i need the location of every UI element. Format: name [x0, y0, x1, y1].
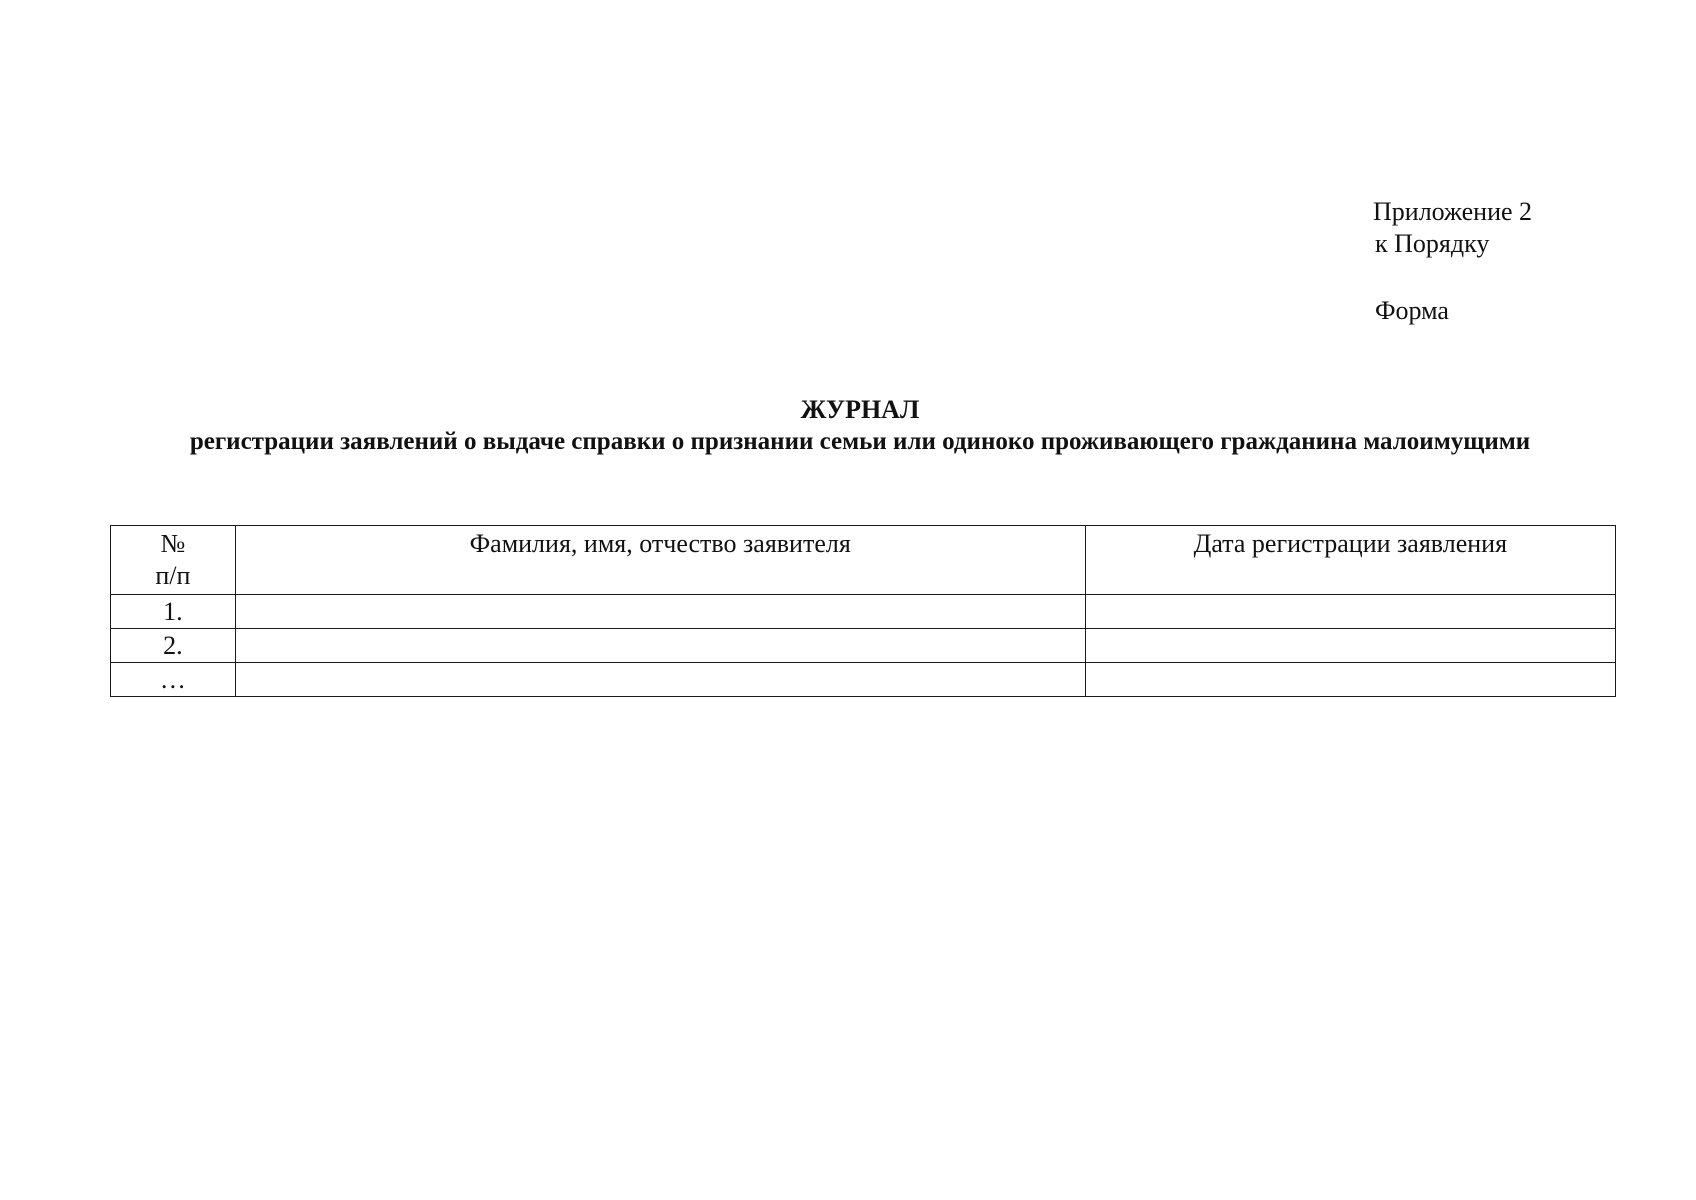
- document-title: [130, 394, 1590, 458]
- row-registration-date: [1085, 629, 1615, 663]
- row-registration-date: [1085, 663, 1615, 697]
- table-row: [111, 663, 1616, 697]
- row-registration-date: [1085, 595, 1615, 629]
- journal-table: [110, 525, 1616, 697]
- journal-subtitle: регистрации заявлений о выдаче справки о признании семьи или одиноко проживающего гражданина малоимущими: [189, 428, 1531, 455]
- row-applicant-name: [235, 629, 1085, 663]
- header-number-abbrev: п/п: [155, 561, 191, 590]
- row-number: …: [111, 663, 236, 697]
- row-applicant-name: [235, 595, 1085, 629]
- row-applicant-name: [235, 663, 1085, 697]
- header-applicant-name: Фамилия, имя, отчество заявителя: [235, 526, 1085, 595]
- form-label: Форма: [1375, 296, 1449, 325]
- row-number: 1.: [111, 595, 236, 629]
- appendix-reference: [1373, 196, 1532, 260]
- appendix-line-1: Приложение 2: [1373, 197, 1533, 226]
- row-number: 2.: [111, 629, 236, 663]
- header-number-symbol: №: [160, 529, 186, 558]
- header-number: [111, 526, 236, 595]
- header-registration-date: Дата регистрации заявления: [1085, 526, 1615, 595]
- appendix-line-2: к Порядку: [1375, 229, 1490, 258]
- table-row: [111, 629, 1616, 663]
- table-row: [111, 595, 1616, 629]
- journal-title: ЖУРНАЛ: [800, 395, 920, 424]
- table-header-row: [111, 526, 1616, 595]
